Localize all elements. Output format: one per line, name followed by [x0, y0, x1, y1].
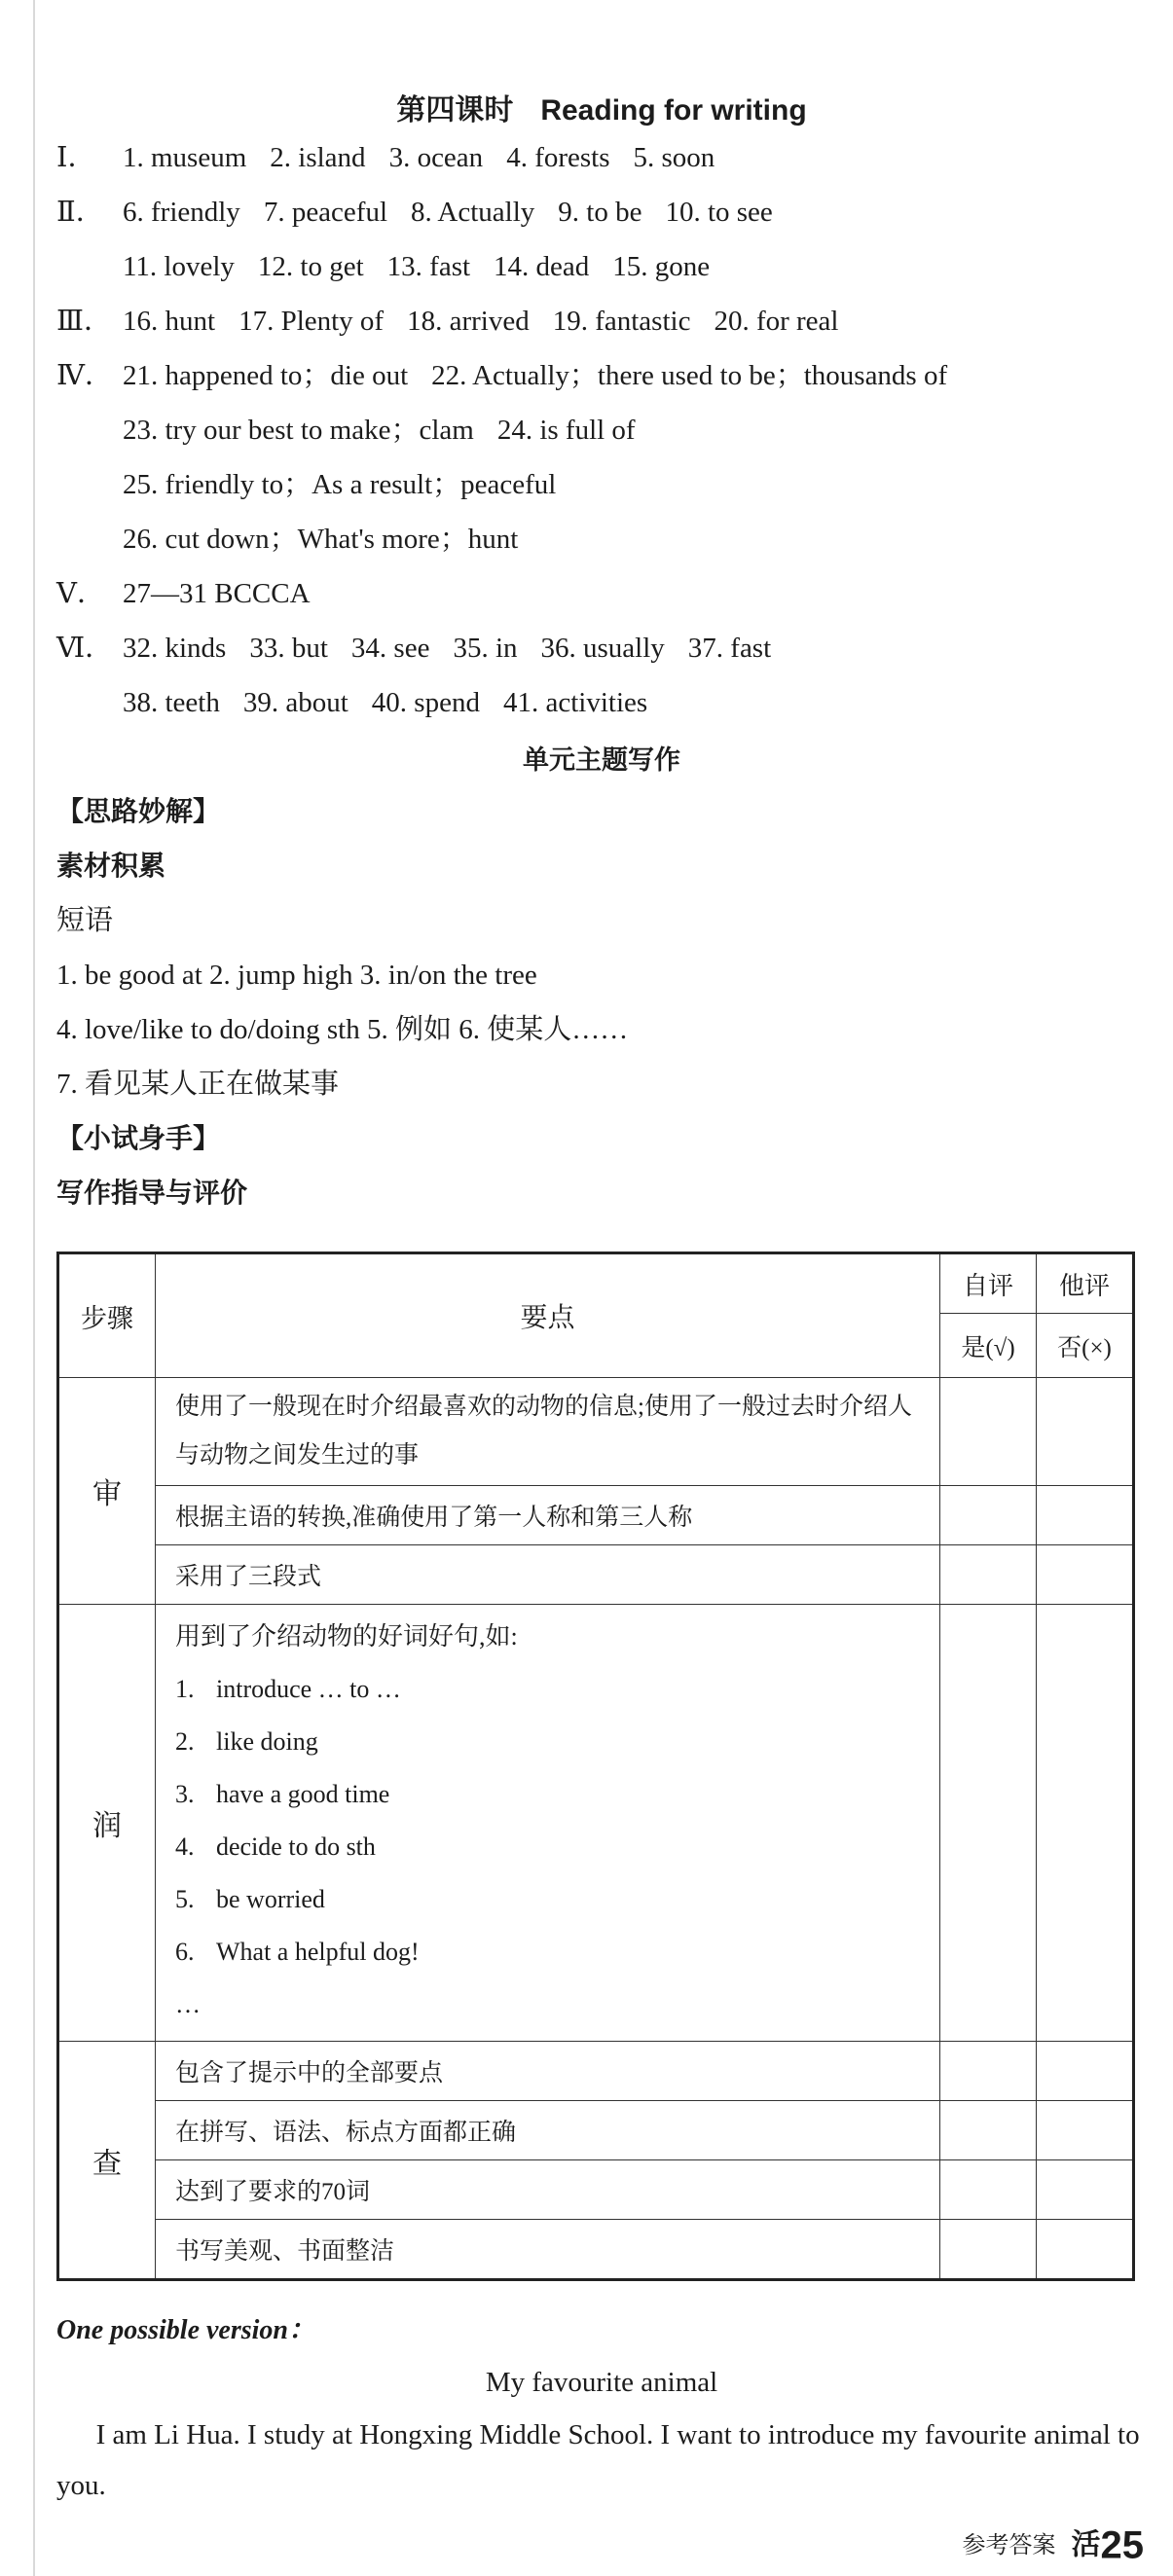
answer-item: 19. fantastic [552, 306, 691, 337]
peer-check-cell[interactable] [1037, 1545, 1134, 1605]
table-row [58, 1486, 1134, 1545]
answer-item: 20. for real [714, 306, 839, 337]
answer-item: 36. usually [540, 633, 665, 664]
self-check-cell[interactable] [940, 2220, 1037, 2280]
answer-line [56, 621, 1147, 675]
answer-item: 10. to see [665, 197, 773, 228]
point-cell: 包含了提示中的全部要点 [156, 2042, 940, 2101]
materials-label: 素材积累 [56, 851, 166, 881]
table-row [58, 2101, 1134, 2160]
answer-item: 25. friendly to；As a result；peaceful [123, 469, 557, 500]
self-check-cell[interactable] [940, 2042, 1037, 2101]
list-item: 6. What a helpful dog! [175, 1938, 420, 1966]
self-check-cell[interactable] [940, 1486, 1037, 1545]
answer-list [56, 130, 1147, 730]
list-item: 2. like doing [175, 1727, 318, 1756]
sample-label: One possible version： [56, 2315, 316, 2345]
point-cell: 达到了要求的70词 [156, 2160, 940, 2220]
section-numeral: Ⅱ． [56, 197, 104, 228]
list-ellipsis: … [175, 1990, 201, 2018]
answer-line [56, 130, 1147, 185]
answer-line [56, 239, 1147, 294]
answer-item: 11. lovely [123, 251, 235, 282]
answer-item: 2. island [270, 142, 366, 173]
section-numeral: Ⅵ． [56, 633, 114, 664]
footer-book-mark: 活 [1071, 2527, 1101, 2562]
answer-item: 41. activities [502, 687, 648, 718]
list-item: 3. have a good time [175, 1780, 390, 1808]
answer-line [56, 403, 1147, 457]
answer-item: 35. in [453, 633, 518, 664]
answer-item: 37. fast [687, 633, 772, 664]
table-row [58, 2220, 1134, 2280]
answer-item: 18. arrived [407, 306, 530, 337]
peer-check-cell[interactable] [1037, 1486, 1134, 1545]
list-item: 1. introduce … to … [175, 1675, 401, 1703]
answer-line [56, 512, 1147, 566]
header-self-eval: 自评 [940, 1253, 1037, 1314]
margin-rule [33, 0, 35, 2576]
unit-title: 单元主题写作 [523, 745, 680, 775]
answer-line [56, 675, 1147, 730]
answer-item: 4. forests [506, 142, 610, 173]
answer-item: 5. soon [633, 142, 715, 173]
phrases-label: 短语 [56, 905, 114, 936]
step-review: 审 [58, 1378, 156, 1605]
answer-item: 13. fast [386, 251, 471, 282]
table-row [58, 1378, 1134, 1486]
section-numeral: Ⅰ． [56, 142, 96, 173]
thinking-label: 【思路妙解】 [56, 796, 221, 826]
header-no: 否(×) [1037, 1314, 1134, 1378]
peer-check-cell[interactable] [1037, 1605, 1134, 2042]
self-check-cell[interactable] [940, 1605, 1037, 2042]
answer-item: 39. about [242, 687, 348, 718]
self-check-cell[interactable] [940, 2101, 1037, 2160]
self-check-cell[interactable] [940, 2160, 1037, 2220]
answer-item: 26. cut down；What's more；hunt [123, 524, 519, 555]
table-header-row [58, 1253, 1134, 1314]
phrase-line: 1. be good at 2. jump high 3. in/on the tree [56, 960, 537, 991]
answer-line [56, 185, 1147, 239]
list-item: 4. decide to do sth [175, 1832, 376, 1861]
point-list-cell [156, 1605, 940, 2042]
answer-item: 27—31 BCCCA [123, 578, 311, 609]
answer-item: 14. dead [494, 251, 590, 282]
guide-label: 写作指导与评价 [56, 1178, 248, 1208]
answer-item: 8. Actually [411, 197, 535, 228]
section-numeral: Ⅳ． [56, 360, 113, 391]
point-intro: 用到了介绍动物的好词好句,如: [175, 1622, 518, 1651]
section-numeral: Ⅴ． [56, 578, 105, 609]
section-title [56, 86, 1147, 130]
answer-item: 40. spend [371, 687, 480, 718]
header-step: 步骤 [58, 1253, 156, 1378]
answer-item: 34. see [350, 633, 430, 664]
step-polish: 润 [58, 1605, 156, 2042]
table-row [58, 1605, 1134, 2042]
answer-item: 24. is full of [496, 415, 636, 446]
table-row [58, 2160, 1134, 2220]
answer-item: 38. teeth [123, 687, 220, 718]
header-points: 要点 [156, 1253, 940, 1378]
answer-item: 9. to be [558, 197, 642, 228]
answer-item: 1. museum [123, 142, 247, 173]
answer-item: 22. Actually；there used to be；thousands of [431, 360, 948, 391]
evaluation-table [56, 1252, 1135, 2281]
section-numeral: Ⅲ． [56, 306, 112, 337]
answer-line [56, 348, 1147, 403]
peer-check-cell[interactable] [1037, 1378, 1134, 1486]
answer-line [56, 294, 1147, 348]
answer-line [56, 457, 1147, 512]
self-check-cell[interactable] [940, 1378, 1037, 1486]
answer-item: 16. hunt [123, 306, 216, 337]
table-row [58, 1545, 1134, 1605]
answer-item: 32. kinds [123, 633, 227, 664]
peer-check-cell[interactable] [1037, 2042, 1134, 2101]
point-cell: 根据主语的转换,准确使用了第一人称和第三人称 [156, 1486, 940, 1545]
point-cell: 在拼写、语法、标点方面都正确 [156, 2101, 940, 2160]
self-check-cell[interactable] [940, 1545, 1037, 1605]
section-title-cn: 第四课时 [396, 94, 514, 127]
peer-check-cell[interactable] [1037, 2101, 1134, 2160]
phrase-line: 7. 看见某人正在做某事 [56, 1069, 340, 1100]
point-cell: 书写美观、书面整洁 [156, 2220, 940, 2280]
header-peer-eval: 他评 [1037, 1253, 1134, 1314]
answer-item: 7. peaceful [263, 197, 388, 228]
peer-check-cell[interactable] [1037, 2220, 1134, 2280]
point-cell: 使用了一般现在时介绍最喜欢的动物的信息;使用了一般过去时介绍人与动物之间发生过的事 [156, 1378, 940, 1486]
answer-page [56, 0, 1147, 2511]
table-row [58, 2042, 1134, 2101]
section-title-en: Reading for writing [540, 94, 807, 127]
answer-item: 3. ocean [388, 142, 484, 173]
answer-item: 33. but [249, 633, 328, 664]
answer-item: 17. Plenty of [238, 306, 385, 337]
answer-item: 15. gone [612, 251, 711, 282]
answer-item: 21. happened to；die out [123, 360, 409, 391]
phrase-line: 4. love/like to do/doing sth 5. 例如 6. 使某人…… [56, 1014, 629, 1045]
point-cell: 采用了三段式 [156, 1545, 940, 1605]
step-check: 查 [58, 2042, 156, 2280]
answer-item: 6. friendly [123, 197, 240, 228]
practice-label: 【小试身手】 [56, 1123, 221, 1153]
answer-item: 12. to get [257, 251, 364, 282]
header-yes: 是(√) [940, 1314, 1037, 1378]
essay-title: My favourite animal [485, 2367, 718, 2398]
list-item: 5. be worried [175, 1885, 325, 1913]
peer-check-cell[interactable] [1037, 2160, 1134, 2220]
footer-reference-label: 参考答案 [962, 2531, 1056, 2559]
essay-paragraph: I am Li Hua. I study at Hongxing Middle School. I want to introduce my favourite animal to you. [56, 2419, 1140, 2501]
answer-line [56, 566, 1147, 621]
answer-item: 23. try our best to make；clam [123, 415, 474, 446]
page-number: 25 [1100, 2523, 1144, 2567]
page-footer [963, 2521, 1145, 2569]
